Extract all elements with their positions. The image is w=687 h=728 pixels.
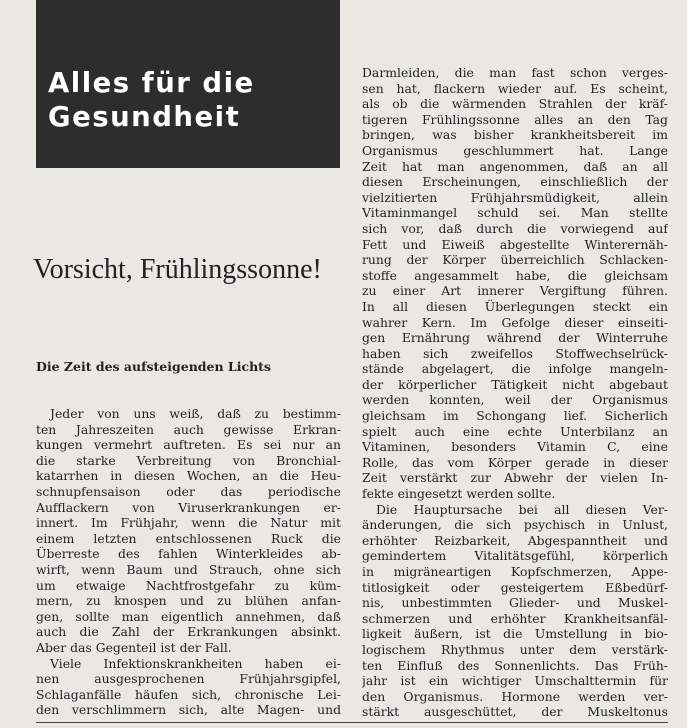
- text-line: nis, unbestimmten Glieder- und Muskel-: [362, 595, 668, 611]
- text-line: Organismus geschlummert hat. Lange: [362, 142, 668, 158]
- text-line: titlosigkeit oder gesteigertem Eßbedürf-: [362, 579, 668, 595]
- text-line: Vitaminmangel schuld sei. Man stellte: [362, 205, 668, 221]
- text-line: haben sich zweifellos Stoffwechselrück-: [362, 345, 668, 361]
- text-line: jahr ist ein wichtiger Umschalttermin für: [362, 673, 668, 689]
- text-line: tigeren Frühlingssonne alles an den Tag: [362, 111, 668, 127]
- text-line: Jeder von uns weiß, daß zu bestimm-: [50, 406, 341, 421]
- text-line: gen, sollte man eigentlich annehmen, daß: [36, 608, 341, 624]
- text-line: sich vor, daß durch die vorwiegend auf: [362, 220, 668, 236]
- text-line: diesen Erscheinungen, einschließlich der: [362, 174, 668, 190]
- text-line: werden konnten, weil der Organismus: [362, 392, 668, 408]
- article-column-right: [362, 65, 668, 720]
- text-line: wahrer Kern. Im Gefolge dieser einseiti-: [362, 314, 668, 330]
- text-line: Zeit hat man angenommen, daß an all: [362, 158, 668, 174]
- text-line: auch die Zahl der Erkrankungen absinkt.: [36, 624, 341, 640]
- text-line: bringen, was bisher krankheitsbereit im: [362, 127, 668, 143]
- bottom-rule: [36, 722, 668, 723]
- text-line: vielzitierten Frühjahrsmüdigkeit, allein: [362, 189, 668, 205]
- text-line: die starke Verbreitung von Bronchial-: [36, 452, 341, 468]
- text-line: Schlaganfälle häufen sich, chronische Lei-: [36, 686, 341, 702]
- text-line: Vitaminen, besonders Vitamin C, eine: [362, 439, 668, 455]
- text-line: Aufflackern von Viruserkrankungen er-: [36, 499, 341, 515]
- text-line: katarrhen in diesen Wochen, an die Heu-: [36, 468, 341, 484]
- section-banner: [36, 0, 340, 168]
- text-line: spielt auch eine echte Unterbilanz an: [362, 423, 668, 439]
- text-line: Darmleiden, die man fast schon verges-: [362, 65, 668, 80]
- section-title-line-2: Gesundheit: [48, 101, 241, 133]
- text-line: als ob die wärmenden Strahlen der kräf-: [362, 96, 668, 112]
- text-line: stärkt ausgeschüttet, der Muskeltonus: [362, 704, 668, 720]
- text-line: schnupfensaison oder das periodische: [36, 483, 341, 499]
- text-line: schmerzen und erhöhter Krankheitsanfäl-: [362, 610, 668, 626]
- text-line: rung der Körper überreichlich Schlacken-: [362, 252, 668, 268]
- text-line: Fett und Eiweiß abgestellte Winterernäh-: [362, 236, 668, 252]
- article-subheadline: Die Zeit des aufsteigenden Lichts: [36, 359, 271, 374]
- text-line: gleichsam im Schongang lief. Sicherlich: [362, 408, 668, 424]
- article-headline: Vorsicht, Frühlingssonne!: [33, 254, 322, 285]
- text-line: änderungen, die sich psychisch in Unlust,: [362, 517, 668, 533]
- text-line: wirft, wenn Baum und Strauch, ohne sich: [36, 561, 341, 577]
- text-line: ligkeit äußern, ist die Umstellung in bio-: [362, 626, 668, 642]
- text-line: gemindertem Vitalitätsgefühl, körperlich: [362, 548, 668, 564]
- text-line: Viele Infektionskrankheiten haben ei-: [50, 655, 341, 671]
- text-line: einem letzten entschlossenen Ruck die: [36, 530, 341, 546]
- text-line: Die Hauptursache bei all diesen Ver-: [376, 501, 668, 517]
- text-line: ten Jahreszeiten auch gewisse Erkran-: [36, 421, 341, 437]
- text-line: erhöhter Reizbarkeit, Abgespanntheit und: [362, 532, 668, 548]
- text-line: In all diesen Überlegungen steckt ein: [362, 298, 668, 314]
- text-line: stände abgelagert, die infolge mangeln-: [362, 361, 668, 377]
- text-line: Überreste des fahlen Winterkleides ab-: [36, 546, 341, 562]
- text-line: stoffe angesammelt habe, die gleichsam: [362, 267, 668, 283]
- text-line: um etwaige Nachtfrostgefahr zu küm-: [36, 577, 341, 593]
- text-line: den verschlimmern sich, alte Magen- und: [36, 702, 341, 718]
- text-line: mern, zu knospen und zu blühen anfan-: [36, 593, 341, 609]
- text-line: nen ausgesprochenen Frühjahrsgipfel,: [36, 671, 341, 687]
- text-line: den Organismus. Hormone werden ver-: [362, 688, 668, 704]
- text-line: in migräneartigen Kopfschmerzen, Appe-: [362, 564, 668, 579]
- text-line: Rolle, das vom Körper gerade in dieser: [362, 454, 668, 470]
- text-line: fekte eingesetzt werden sollte.: [362, 486, 556, 502]
- text-line: ten Einfluß des Sonnenlichts. Das Früh-: [362, 657, 668, 673]
- text-line: logischem Rhythmus unter dem verstärk-: [362, 641, 668, 657]
- text-line: zu einer Art innerer Vergiftung führen.: [362, 283, 668, 299]
- text-line: innert. Im Frühjahr, wenn die Natur mit: [36, 515, 341, 531]
- text-line: sen hat, flackern wieder auf. Es scheint,: [362, 80, 668, 96]
- article-column-left: [36, 406, 341, 718]
- text-line: Aber das Gegenteil ist der Fall.: [36, 639, 232, 655]
- text-line: gen Ernährung während der Winterruhe: [362, 330, 668, 346]
- text-line: Zeit verstärkt zur Abwehr der vielen In-: [362, 470, 668, 486]
- text-line: der körperlicher Tätigkeit nicht abgebaut: [362, 376, 668, 392]
- section-title: [48, 66, 255, 134]
- section-title-line-1: Alles für die: [48, 67, 255, 99]
- text-line: kungen vermehrt auftreten. Es sei nur an: [36, 437, 341, 453]
